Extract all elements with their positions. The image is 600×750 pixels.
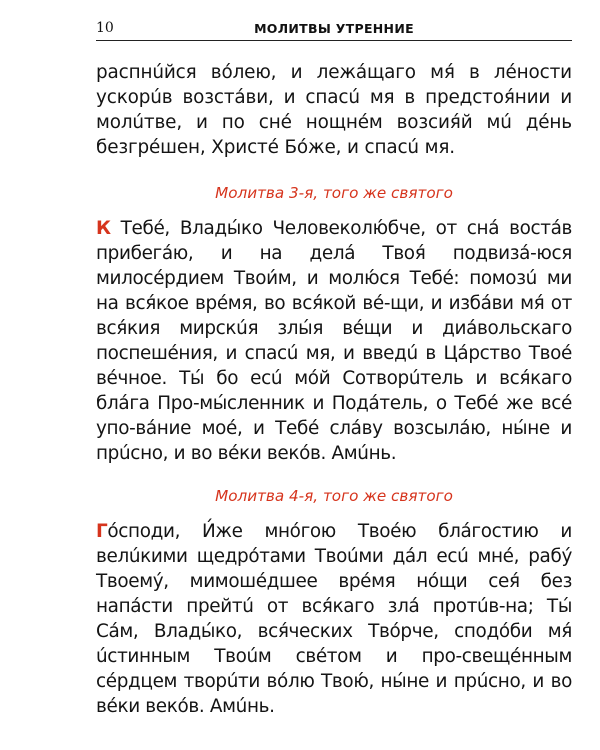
prayer-4-initial: Г (96, 521, 108, 542)
page-number: 10 (96, 20, 114, 36)
prayer-4-body: óсподи, И́же мнóгою Твоéю блáгостию и велúкими щедрóтами Твоúми дáл есú мнé, рабу́ Твоемý, мимошéдшее врéмя нóщи сея́ без напáсти прейтú от вся́каго злá протúв-на; Ты́ Сáм, Влады́ко, вся́ческих Твóрче, сподóби мя́ úстинным Твоúм свéтом и про-свещéнным сéрдцем творúти вóлю Твою́, ны́не и прúсно, и во вéки векóв. Амúнь. (96, 521, 572, 717)
paragraph-continuation: распнúйся вóлею, и лежáщаго мя́ в лéности ускорúв возстáви, и спасú мя в предстоя́нии и молúтве, и по сне́ нощне́м возсия́й мú де́нь безгрéшен, Христé Бóже, и спасú мя. (96, 62, 572, 158)
running-title: МОЛИТВЫ УТРЕННИЕ (254, 21, 414, 36)
prayer-3-body: Тебé, Влады́ко Человеколю́бче, от снá востáв прибегáю, и на делá Твоя́ подвизá-юся милосéрдием Твои́м, и молю́ся Тебé: помозú ми на вся́кое врéмя, во вся́кой вé-щи, и избáви мя́ от вся́кия мирскúя злы́я вéщи и диáвольскаго поспешéния, и спасú мя, и введú в Цáрство Твоé вéчное. Ты́ бо есú мóй Сотворúтель и вся́каго блáга Про-мы́сленник и Подáтель, о Тебé же всé упо-вáние моé, и Тебé слáву возсылáю, ны́не и прúсно, и во вéки векóв. Амúнь. (96, 218, 572, 464)
prayer-3-text (96, 216, 572, 466)
page-header (96, 18, 572, 41)
prayer-3-title: Молитва 3-я, того же святого (215, 184, 453, 202)
prayer-4-title: Молитва 4-я, того же святого (215, 487, 453, 505)
prayer-3-initial: К (96, 218, 111, 239)
prayer-4-text (96, 519, 572, 719)
